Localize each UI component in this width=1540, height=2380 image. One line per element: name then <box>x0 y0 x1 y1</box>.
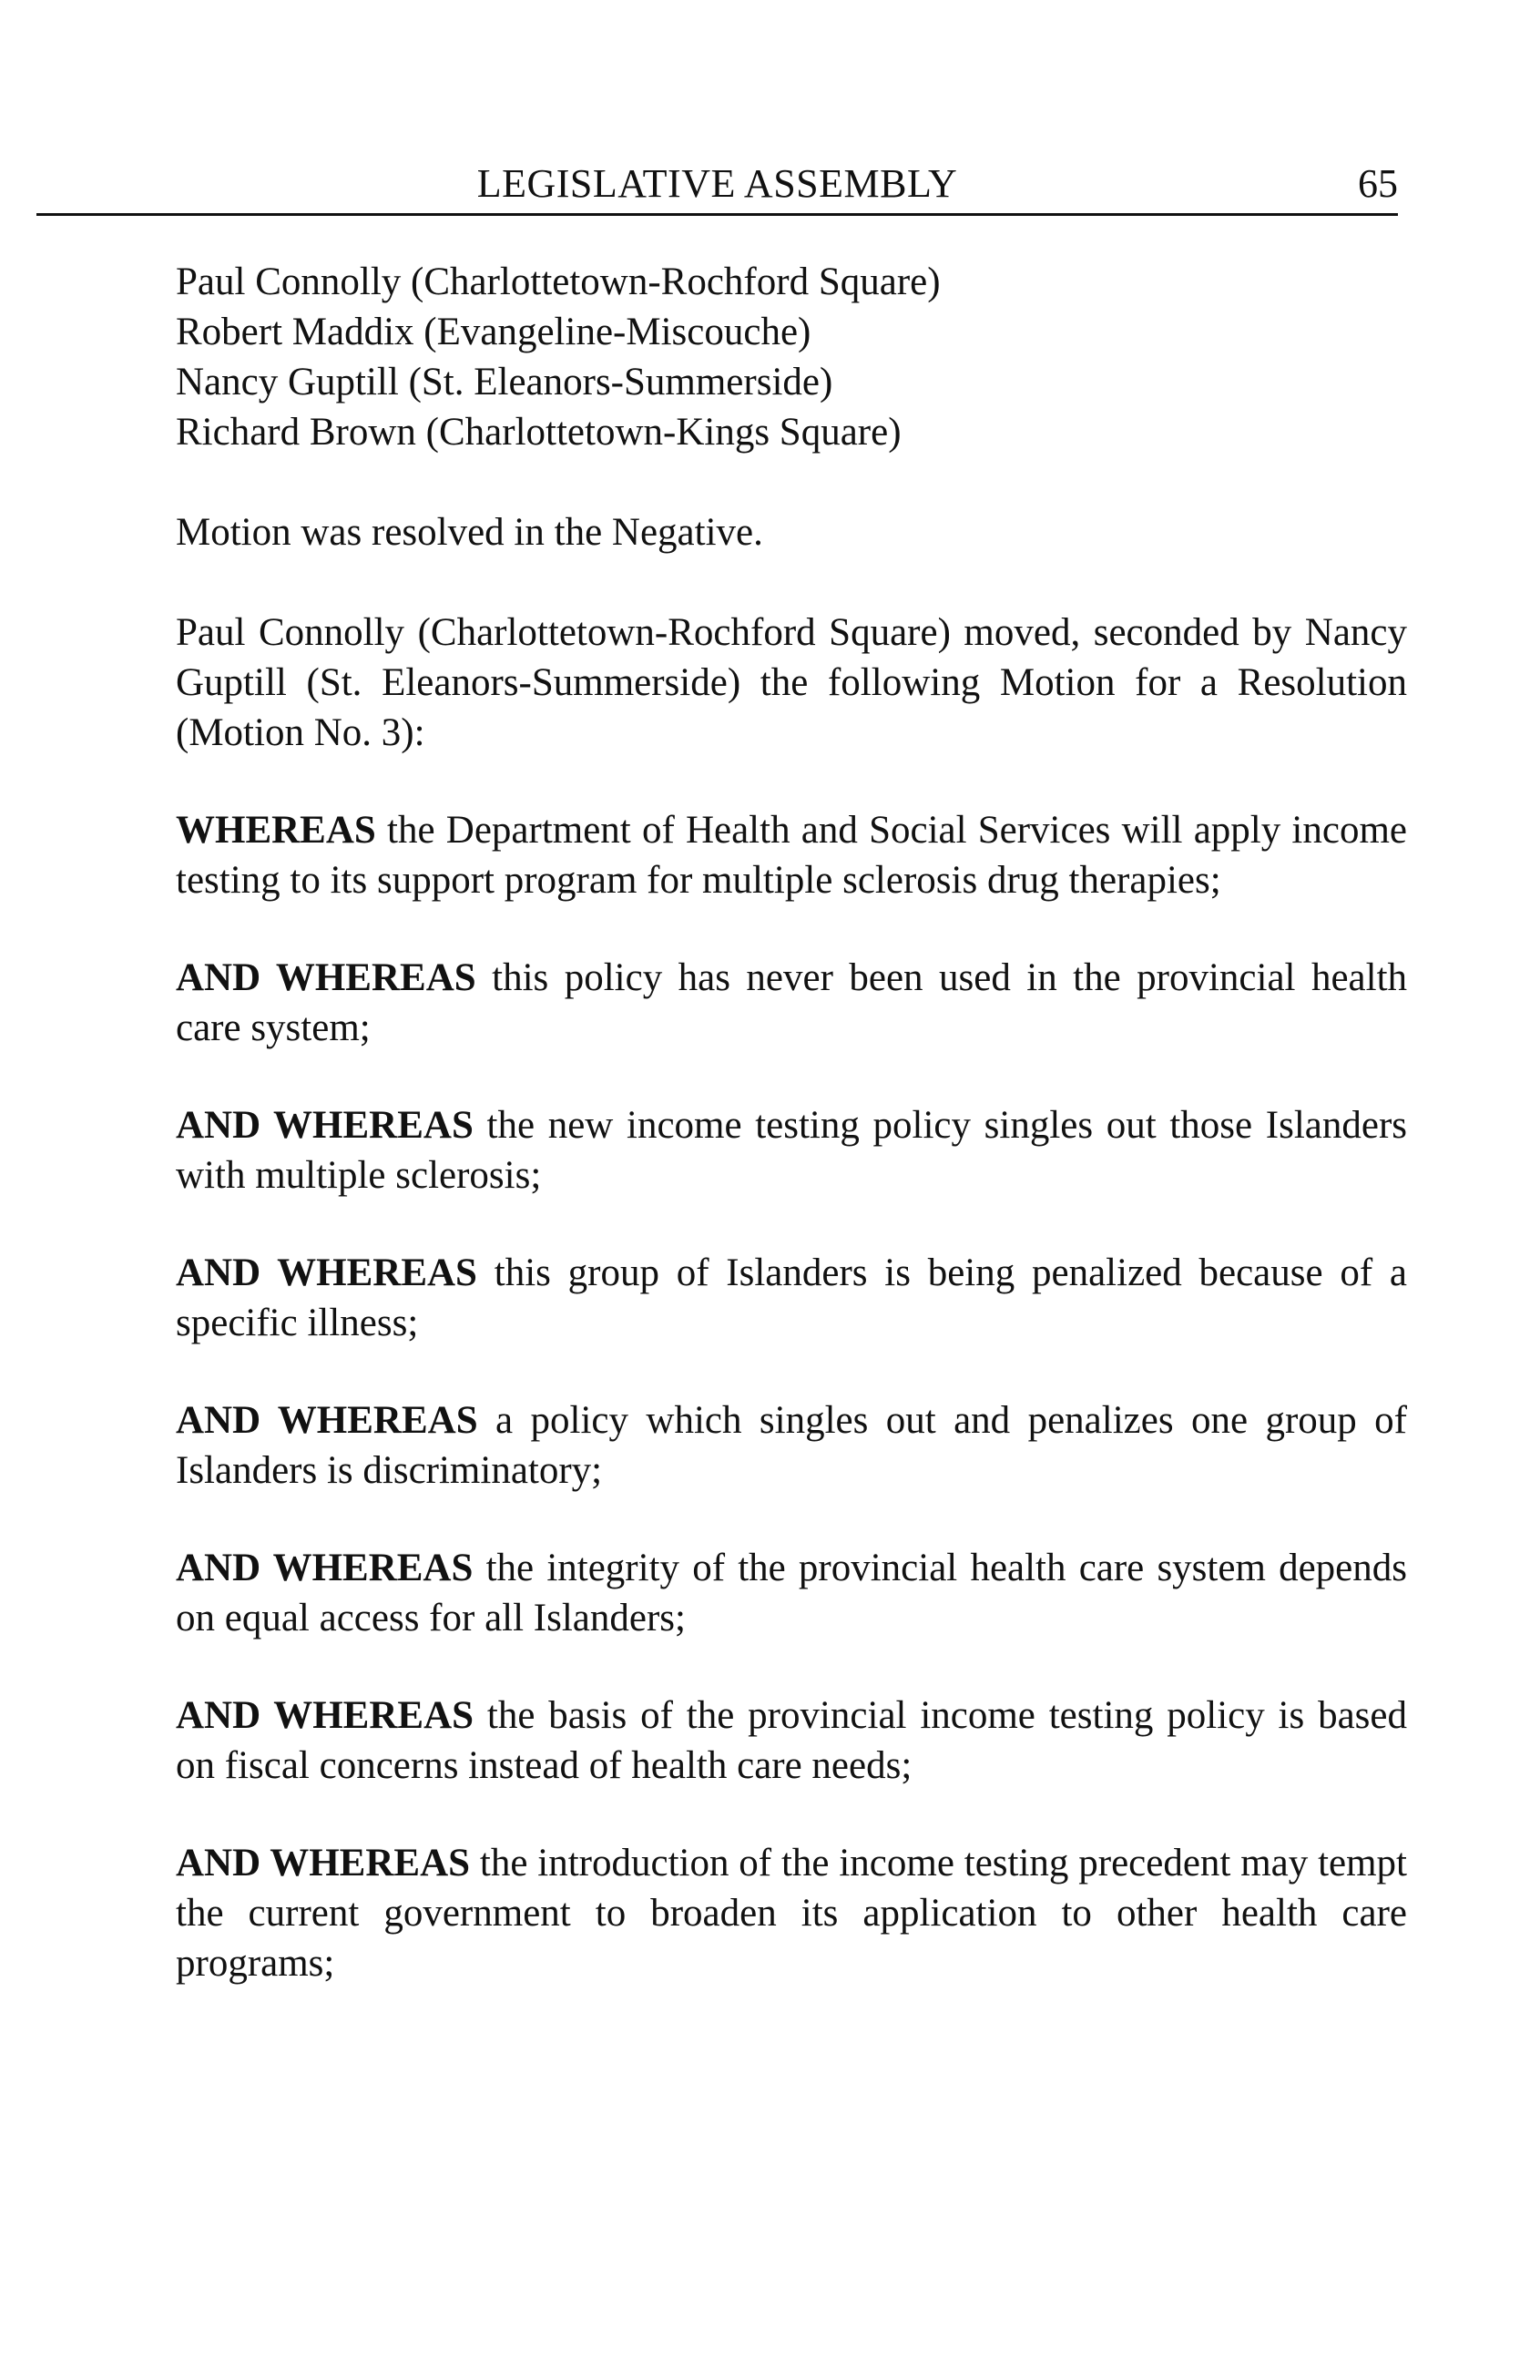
clause-keyword: AND WHEREAS <box>176 1842 471 1885</box>
clause-text: the Department of Health and Social Services will apply income testing to its support program for multiple sclerosis drug therapies; <box>176 809 1407 902</box>
clause-text: this policy has never been used in the provincial health care system; <box>176 956 1408 1049</box>
clause-keyword: AND WHEREAS <box>176 956 476 999</box>
document-body <box>176 257 1407 1988</box>
whereas-clause <box>176 805 1407 905</box>
clause-keyword: AND WHEREAS <box>176 1694 474 1737</box>
whereas-clause <box>176 1100 1407 1200</box>
whereas-clause <box>176 1248 1407 1348</box>
member-name: Nancy Guptill (St. Eleanors-Summerside) <box>176 361 833 403</box>
whereas-clause <box>176 953 1407 1053</box>
clause-text: the basis of the provincial income testing policy is based on fiscal concerns instead of health care needs; <box>176 1694 1407 1787</box>
running-title: LEGISLATIVE ASSEMBLY <box>476 161 958 206</box>
clause-keyword: AND WHEREAS <box>176 1251 477 1294</box>
clause-keyword: WHEREAS <box>176 809 376 852</box>
whereas-clause <box>176 1691 1407 1791</box>
clause-text: the integrity of the provincial health care system depends on equal access for all Islanders; <box>176 1547 1407 1639</box>
whereas-clause <box>176 1395 1407 1496</box>
clause-text: the new income testing policy singles out those Islanders with multiple sclerosis; <box>176 1104 1408 1197</box>
member-name: Paul Connolly (Charlottetown-Rochford Square) <box>176 260 941 303</box>
clause-keyword: AND WHEREAS <box>176 1547 474 1589</box>
motion-intro: Paul Connolly (Charlottetown-Rochford Square) moved, seconded by Nancy Guptill (St. Eleanors-Summerside) the following Motion for a Resolution (Motion No. 3): <box>176 611 1407 754</box>
clause-text: the introduction of the income testing precedent may tempt the current government to broaden its application to other health care programs; <box>176 1842 1407 1985</box>
clause-keyword: AND WHEREAS <box>176 1104 474 1147</box>
member-list <box>176 257 1407 457</box>
page-header <box>36 158 1398 216</box>
whereas-clause <box>176 1543 1407 1643</box>
page-number: 65 <box>1358 161 1398 206</box>
member-name: Richard Brown (Charlottetown-Kings Square) <box>176 411 902 454</box>
clause-text: a policy which singles out and penalizes one group of Islanders is discriminatory; <box>176 1399 1407 1492</box>
member-name: Robert Maddix (Evangeline-Miscouche) <box>176 311 811 353</box>
whereas-clause <box>176 1838 1407 1988</box>
clause-text: this group of Islanders is being penalized because of a specific illness; <box>176 1251 1408 1344</box>
clause-keyword: AND WHEREAS <box>176 1399 478 1442</box>
vote-result: Motion was resolved in the Negative. <box>176 511 763 554</box>
